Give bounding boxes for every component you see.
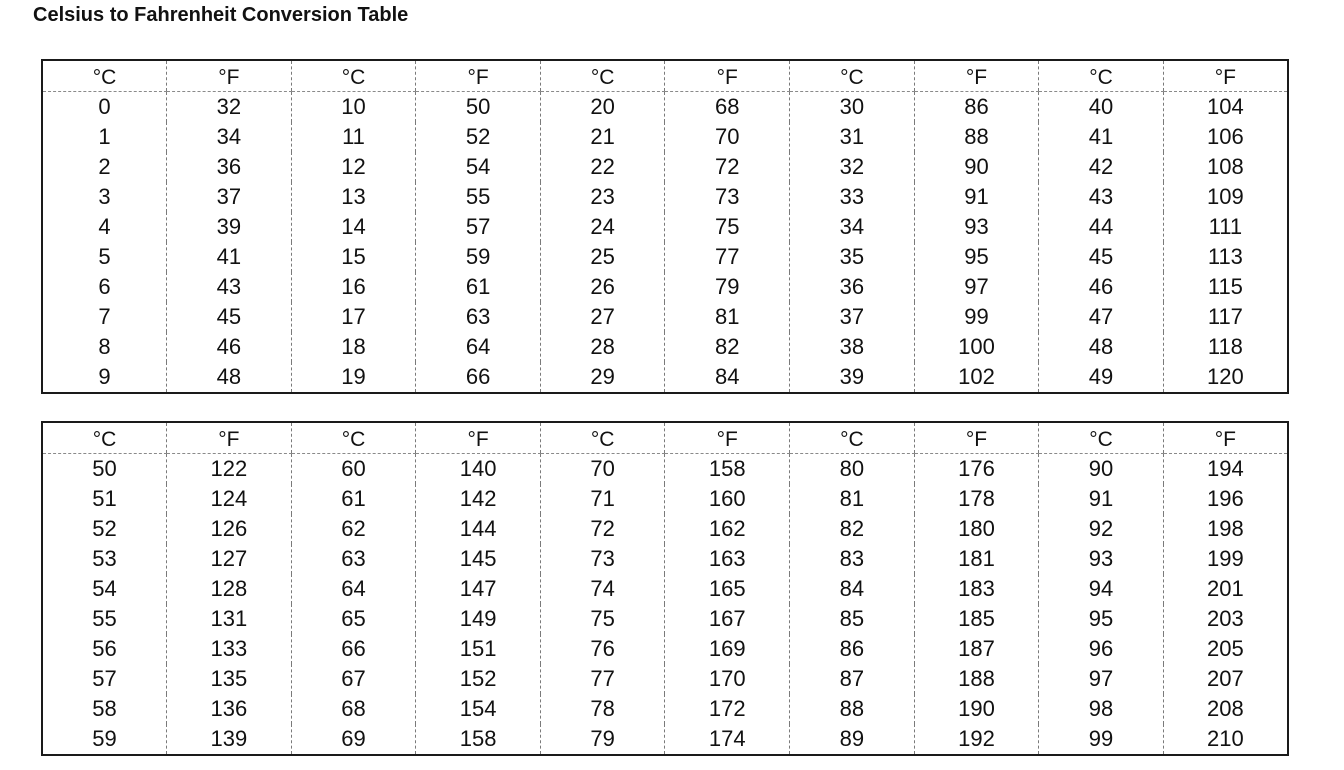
fahrenheit-cell: 86 — [914, 92, 1039, 123]
celsius-cell: 7 — [98, 304, 111, 329]
fahrenheit-cell: 142 — [416, 484, 541, 514]
table-row — [42, 212, 1288, 242]
celsius-cell: 98 — [1039, 694, 1164, 724]
celsius-cell: 15 — [291, 242, 416, 272]
fahrenheit-cell: 84 — [665, 362, 790, 393]
fahrenheit-cell: 77 — [665, 242, 790, 272]
fahrenheit-cell: 61 — [416, 272, 541, 302]
conversion-table-2 — [41, 421, 1289, 756]
fahrenheit-cell: 135 — [167, 664, 292, 694]
celsius-cell: 37 — [790, 302, 915, 332]
celsius-cell: 81 — [790, 484, 915, 514]
celsius-cell: 94 — [1039, 574, 1164, 604]
fahrenheit-cell: 117 — [1163, 302, 1288, 332]
celsius-cell: 44 — [1039, 212, 1164, 242]
fahrenheit-cell: 81 — [665, 302, 790, 332]
celsius-cell: 46 — [1039, 272, 1164, 302]
fahrenheit-cell: 210 — [1163, 724, 1288, 755]
fahrenheit-cell: 91 — [914, 182, 1039, 212]
fahrenheit-cell: 59 — [416, 242, 541, 272]
celsius-cell: 45 — [1039, 242, 1164, 272]
celsius-cell: 88 — [790, 694, 915, 724]
celsius-cell: 24 — [540, 212, 665, 242]
celsius-cell: 57 — [92, 666, 117, 691]
celsius-cell: 50 — [92, 456, 117, 481]
celsius-cell: 29 — [540, 362, 665, 393]
fahrenheit-cell: 187 — [914, 634, 1039, 664]
celsius-cell: 1 — [98, 124, 111, 149]
header-fahrenheit: °F — [914, 422, 1039, 454]
fahrenheit-cell: 46 — [167, 332, 292, 362]
header-celsius: °C — [540, 60, 665, 92]
header-celsius: °C — [1039, 422, 1164, 454]
celsius-cell: 23 — [540, 182, 665, 212]
fahrenheit-cell: 180 — [914, 514, 1039, 544]
fahrenheit-cell: 165 — [665, 574, 790, 604]
celsius-cell: 18 — [291, 332, 416, 362]
conversion-table-1 — [41, 59, 1289, 394]
fahrenheit-cell: 63 — [416, 302, 541, 332]
celsius-cell: 11 — [291, 122, 416, 152]
table-row — [42, 664, 1288, 694]
table-row — [42, 724, 1288, 755]
celsius-cell: 38 — [790, 332, 915, 362]
table-row — [42, 92, 1288, 123]
celsius-cell: 61 — [291, 484, 416, 514]
fahrenheit-cell: 72 — [665, 152, 790, 182]
fahrenheit-cell: 54 — [416, 152, 541, 182]
celsius-cell: 5 — [98, 244, 111, 269]
fahrenheit-cell: 106 — [1163, 122, 1288, 152]
fahrenheit-cell: 36 — [167, 152, 292, 182]
celsius-cell: 80 — [790, 454, 915, 485]
table-row — [42, 302, 1288, 332]
fahrenheit-cell: 55 — [416, 182, 541, 212]
table-row — [42, 694, 1288, 724]
fahrenheit-cell: 34 — [167, 122, 292, 152]
celsius-cell: 60 — [291, 454, 416, 485]
fahrenheit-cell: 136 — [167, 694, 292, 724]
celsius-cell: 51 — [92, 486, 117, 511]
header-celsius: °C — [291, 60, 416, 92]
fahrenheit-cell: 151 — [416, 634, 541, 664]
fahrenheit-cell: 170 — [665, 664, 790, 694]
celsius-cell: 78 — [540, 694, 665, 724]
header-fahrenheit: °F — [1163, 60, 1288, 92]
header-celsius: °C — [42, 422, 167, 454]
celsius-cell: 93 — [1039, 544, 1164, 574]
fahrenheit-cell: 152 — [416, 664, 541, 694]
celsius-cell: 20 — [540, 92, 665, 123]
fahrenheit-cell: 144 — [416, 514, 541, 544]
celsius-cell: 53 — [92, 546, 117, 571]
celsius-cell: 72 — [540, 514, 665, 544]
celsius-cell: 36 — [790, 272, 915, 302]
fahrenheit-cell: 126 — [167, 514, 292, 544]
fahrenheit-cell: 120 — [1163, 362, 1288, 393]
fahrenheit-cell: 181 — [914, 544, 1039, 574]
fahrenheit-cell: 145 — [416, 544, 541, 574]
fahrenheit-cell: 50 — [416, 92, 541, 123]
fahrenheit-cell: 48 — [167, 362, 292, 393]
fahrenheit-cell: 140 — [416, 454, 541, 485]
celsius-cell: 59 — [92, 726, 117, 751]
header-fahrenheit: °F — [665, 422, 790, 454]
table-body — [42, 92, 1288, 394]
fahrenheit-cell: 190 — [914, 694, 1039, 724]
table-row — [42, 454, 1288, 485]
table-row — [42, 272, 1288, 302]
fahrenheit-cell: 104 — [1163, 92, 1288, 123]
header-row — [42, 422, 1288, 454]
celsius-cell: 69 — [291, 724, 416, 755]
fahrenheit-cell: 52 — [416, 122, 541, 152]
fahrenheit-cell: 95 — [914, 242, 1039, 272]
header-celsius: °C — [790, 60, 915, 92]
fahrenheit-cell: 108 — [1163, 152, 1288, 182]
fahrenheit-cell: 176 — [914, 454, 1039, 485]
fahrenheit-cell: 82 — [665, 332, 790, 362]
table-row — [42, 182, 1288, 212]
fahrenheit-cell: 113 — [1163, 242, 1288, 272]
fahrenheit-cell: 205 — [1163, 634, 1288, 664]
celsius-cell: 6 — [98, 274, 111, 299]
fahrenheit-cell: 162 — [665, 514, 790, 544]
celsius-cell: 40 — [1039, 92, 1164, 123]
fahrenheit-cell: 208 — [1163, 694, 1288, 724]
celsius-cell: 95 — [1039, 604, 1164, 634]
celsius-cell: 52 — [92, 516, 117, 541]
celsius-cell: 21 — [540, 122, 665, 152]
celsius-cell: 17 — [291, 302, 416, 332]
fahrenheit-cell: 88 — [914, 122, 1039, 152]
fahrenheit-cell: 167 — [665, 604, 790, 634]
celsius-cell: 89 — [790, 724, 915, 755]
celsius-cell: 47 — [1039, 302, 1164, 332]
celsius-cell: 13 — [291, 182, 416, 212]
header-fahrenheit: °F — [1163, 422, 1288, 454]
celsius-cell: 3 — [98, 184, 111, 209]
celsius-cell: 41 — [1039, 122, 1164, 152]
fahrenheit-cell: 93 — [914, 212, 1039, 242]
celsius-cell: 99 — [1039, 724, 1164, 755]
fahrenheit-cell: 45 — [167, 302, 292, 332]
celsius-cell: 85 — [790, 604, 915, 634]
celsius-cell: 10 — [291, 92, 416, 123]
fahrenheit-cell: 139 — [167, 724, 292, 755]
celsius-cell: 71 — [540, 484, 665, 514]
fahrenheit-cell: 147 — [416, 574, 541, 604]
celsius-cell: 76 — [540, 634, 665, 664]
celsius-cell: 62 — [291, 514, 416, 544]
celsius-cell: 27 — [540, 302, 665, 332]
fahrenheit-cell: 199 — [1163, 544, 1288, 574]
fahrenheit-cell: 124 — [167, 484, 292, 514]
celsius-cell: 25 — [540, 242, 665, 272]
celsius-cell: 67 — [291, 664, 416, 694]
fahrenheit-cell: 99 — [914, 302, 1039, 332]
table-row — [42, 544, 1288, 574]
celsius-cell: 70 — [540, 454, 665, 485]
fahrenheit-cell: 39 — [167, 212, 292, 242]
celsius-cell: 42 — [1039, 152, 1164, 182]
fahrenheit-cell: 43 — [167, 272, 292, 302]
celsius-cell: 64 — [291, 574, 416, 604]
table-row — [42, 484, 1288, 514]
celsius-cell: 43 — [1039, 182, 1164, 212]
celsius-cell: 22 — [540, 152, 665, 182]
celsius-cell: 48 — [1039, 332, 1164, 362]
table-row — [42, 332, 1288, 362]
header-fahrenheit: °F — [167, 60, 292, 92]
header-celsius: °C — [790, 422, 915, 454]
fahrenheit-cell: 133 — [167, 634, 292, 664]
celsius-cell: 54 — [92, 576, 117, 601]
celsius-cell: 86 — [790, 634, 915, 664]
fahrenheit-cell: 75 — [665, 212, 790, 242]
table-row — [42, 514, 1288, 544]
fahrenheit-cell: 207 — [1163, 664, 1288, 694]
fahrenheit-cell: 169 — [665, 634, 790, 664]
celsius-cell: 39 — [790, 362, 915, 393]
header-celsius: °C — [291, 422, 416, 454]
fahrenheit-cell: 111 — [1163, 212, 1288, 242]
celsius-cell: 63 — [291, 544, 416, 574]
celsius-cell: 2 — [98, 154, 111, 179]
fahrenheit-cell: 66 — [416, 362, 541, 393]
fahrenheit-cell: 90 — [914, 152, 1039, 182]
celsius-cell: 91 — [1039, 484, 1164, 514]
celsius-cell: 97 — [1039, 664, 1164, 694]
fahrenheit-cell: 79 — [665, 272, 790, 302]
fahrenheit-cell: 68 — [665, 92, 790, 123]
table-row — [42, 574, 1288, 604]
fahrenheit-cell: 73 — [665, 182, 790, 212]
celsius-cell: 56 — [92, 636, 117, 661]
fahrenheit-cell: 131 — [167, 604, 292, 634]
celsius-cell: 35 — [790, 242, 915, 272]
fahrenheit-cell: 203 — [1163, 604, 1288, 634]
celsius-cell: 30 — [790, 92, 915, 123]
fahrenheit-cell: 109 — [1163, 182, 1288, 212]
celsius-cell: 14 — [291, 212, 416, 242]
table-row — [42, 152, 1288, 182]
page-title: Celsius to Fahrenheit Conversion Table — [33, 4, 409, 26]
fahrenheit-cell: 97 — [914, 272, 1039, 302]
celsius-cell: 66 — [291, 634, 416, 664]
celsius-cell: 33 — [790, 182, 915, 212]
header-celsius: °C — [42, 60, 167, 92]
header-fahrenheit: °F — [416, 422, 541, 454]
fahrenheit-cell: 196 — [1163, 484, 1288, 514]
celsius-cell: 34 — [790, 212, 915, 242]
celsius-cell: 79 — [540, 724, 665, 755]
celsius-cell: 84 — [790, 574, 915, 604]
celsius-cell: 96 — [1039, 634, 1164, 664]
table-row — [42, 604, 1288, 634]
fahrenheit-cell: 37 — [167, 182, 292, 212]
celsius-cell: 28 — [540, 332, 665, 362]
celsius-cell: 55 — [92, 606, 117, 631]
celsius-cell: 4 — [98, 214, 111, 239]
celsius-cell: 87 — [790, 664, 915, 694]
fahrenheit-cell: 172 — [665, 694, 790, 724]
fahrenheit-cell: 158 — [416, 724, 541, 755]
fahrenheit-cell: 57 — [416, 212, 541, 242]
fahrenheit-cell: 198 — [1163, 514, 1288, 544]
fahrenheit-cell: 41 — [167, 242, 292, 272]
fahrenheit-cell: 118 — [1163, 332, 1288, 362]
celsius-cell: 49 — [1039, 362, 1164, 393]
celsius-cell: 9 — [98, 364, 111, 389]
fahrenheit-cell: 154 — [416, 694, 541, 724]
celsius-cell: 68 — [291, 694, 416, 724]
celsius-cell: 12 — [291, 152, 416, 182]
header-fahrenheit: °F — [665, 60, 790, 92]
fahrenheit-cell: 178 — [914, 484, 1039, 514]
header-celsius: °C — [1039, 60, 1164, 92]
fahrenheit-cell: 64 — [416, 332, 541, 362]
celsius-cell: 19 — [291, 362, 416, 393]
celsius-cell: 90 — [1039, 454, 1164, 485]
header-row — [42, 60, 1288, 92]
celsius-cell: 31 — [790, 122, 915, 152]
fahrenheit-cell: 192 — [914, 724, 1039, 755]
fahrenheit-cell: 32 — [167, 92, 292, 123]
celsius-cell: 74 — [540, 574, 665, 604]
celsius-cell: 58 — [92, 696, 117, 721]
fahrenheit-cell: 100 — [914, 332, 1039, 362]
table-body — [42, 454, 1288, 756]
fahrenheit-cell: 194 — [1163, 454, 1288, 485]
fahrenheit-cell: 122 — [167, 454, 292, 485]
fahrenheit-cell: 174 — [665, 724, 790, 755]
celsius-cell: 0 — [98, 94, 111, 119]
celsius-cell: 75 — [540, 604, 665, 634]
celsius-cell: 92 — [1039, 514, 1164, 544]
fahrenheit-cell: 163 — [665, 544, 790, 574]
table-row — [42, 122, 1288, 152]
fahrenheit-cell: 102 — [914, 362, 1039, 393]
fahrenheit-cell: 149 — [416, 604, 541, 634]
header-fahrenheit: °F — [167, 422, 292, 454]
table-row — [42, 242, 1288, 272]
celsius-cell: 83 — [790, 544, 915, 574]
celsius-cell: 26 — [540, 272, 665, 302]
fahrenheit-cell: 183 — [914, 574, 1039, 604]
fahrenheit-cell: 185 — [914, 604, 1039, 634]
fahrenheit-cell: 201 — [1163, 574, 1288, 604]
header-fahrenheit: °F — [914, 60, 1039, 92]
header-celsius: °C — [540, 422, 665, 454]
fahrenheit-cell: 158 — [665, 454, 790, 485]
table-row — [42, 362, 1288, 393]
celsius-cell: 82 — [790, 514, 915, 544]
fahrenheit-cell: 115 — [1163, 272, 1288, 302]
celsius-cell: 77 — [540, 664, 665, 694]
fahrenheit-cell: 128 — [167, 574, 292, 604]
fahrenheit-cell: 127 — [167, 544, 292, 574]
fahrenheit-cell: 160 — [665, 484, 790, 514]
fahrenheit-cell: 70 — [665, 122, 790, 152]
celsius-cell: 16 — [291, 272, 416, 302]
celsius-cell: 8 — [98, 334, 111, 359]
celsius-cell: 73 — [540, 544, 665, 574]
header-fahrenheit: °F — [416, 60, 541, 92]
table-row — [42, 634, 1288, 664]
celsius-cell: 65 — [291, 604, 416, 634]
celsius-cell: 32 — [790, 152, 915, 182]
fahrenheit-cell: 188 — [914, 664, 1039, 694]
